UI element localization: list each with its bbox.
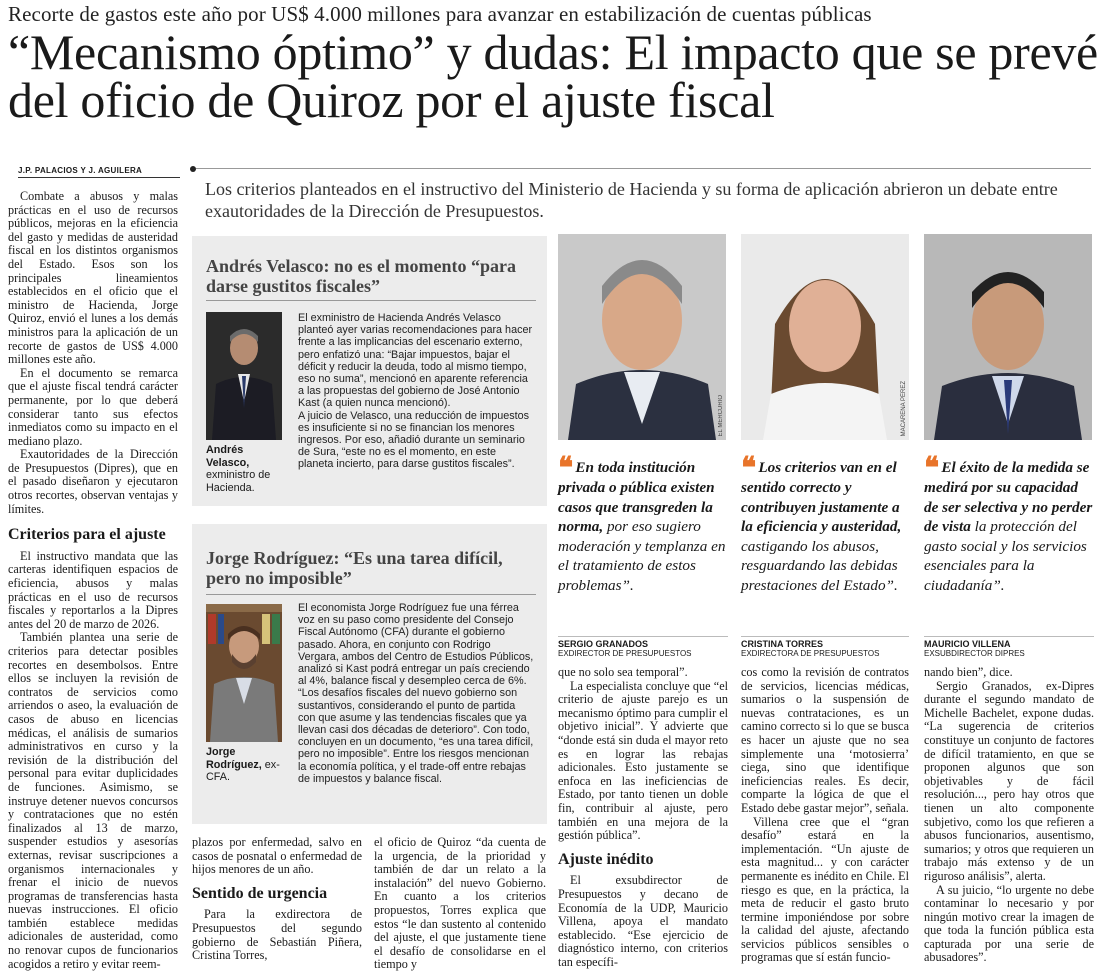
paragraph: También plantea una serie de criterios para detectar posibles recortes en desembolsos. Entre ellos se incluyen la revisión de contratos de servicios como arriendos o aseo, la evaluación de casos de abuso en licencias médicas, el análisis de sumarios administrativos en curso y la revisión de la distribución del personal para evitar duplicidades de funciones. Asimismo, se instruye detener nuevos concursos y contrataciones que no estén finalizados al 13 de marzo, suspender estudios y asesorías externas, revisar suscripciones a organismos internacionales y frenar el inicio de nuevos programas de transferencias hasta nuevas instrucciones. El oficio también establece medidas adicionales de austeridad, como no renovar cupos de funcionarios acogidos a retiro y evitar reem- <box>8 630 178 971</box>
attribution-name: CRISTINA TORRES <box>741 639 824 649</box>
paragraph: El economista Jorge Rodríguez fue una férrea voz en su paso como presidente del Consejo Fiscal Autónomo (CFA) durante el gobierno pasado. Ahora, en conjunto con Rodrigo Vergara, ambos del Centro de Estudios Públicos, analizó si Kast podrá entregar un país creciendo al 4%, balance fiscal y desempleo cerca de 6%. “Los desafíos fiscales del nuevo gobierno son sustantivos, considerando el punto de partida con que asume y las tendencias fiscales que ya llevan casi dos décadas de deterioro”. Con todo, concluyen en un documento, “es una tarea difícil, pero no imposible”. Entre los riesgos mencionan la economía política, y el trade-off entre rebajas de impuestos y balance fiscal. <box>298 602 534 785</box>
quote-text: por eso sugiero moderación y templanza en el tratamiento de estos problemas”. <box>558 518 726 594</box>
body-column-3 <box>924 666 1094 965</box>
subhead: Criterios para el ajuste <box>8 526 166 544</box>
box-rule <box>206 300 536 301</box>
pull-quote-villena <box>924 452 1094 595</box>
caption-role: ex-CFA. <box>206 758 280 783</box>
quote-bold: El éxito de la medida se medirá por su capacidad de ser selectiva y no perder de vista <box>924 459 1093 535</box>
byline: J.P. PALACIOS Y J. AGUILERA <box>18 166 143 175</box>
portrait-image <box>206 604 282 742</box>
kicker: Recorte de gastos este año por US$ 4.000 millones para avanzar en estabilización de cuentas públicas <box>8 2 872 26</box>
photo-sergio-granados <box>558 234 726 440</box>
caption-name: Andrés Velasco, <box>206 444 250 469</box>
box-body <box>298 602 534 785</box>
photo-credit: EL MERCURIO <box>718 394 724 436</box>
deck: Los criterios planteados en el instructivo del Ministerio de Hacienda y su forma de aplicación abrieron un debate entre exautoridades de la Dirección de Presupuestos. <box>205 179 1058 221</box>
quote-mark-icon: ❛❛ <box>924 452 936 485</box>
box-rule <box>206 594 536 595</box>
paragraph: Villena cree que el “gran desafío” estará en la implementación. “Un ajuste de esta magnitud... y con carácter permanente es inédito en Chile. El riesgo es que, en la práctica, la meta de reducir el gasto bruto termine imponiéndose por sobre la calidad del ajuste, afectando servicios públicos sensibles o programas que sí están funcio- <box>741 814 909 965</box>
paragraph: La especialista concluye que “el criterio de ajuste parejo es un mecanismo óptimo para cumplir el objetivo inicial”. Y advierte que “donde está sin duda el mayor reto es en lograr las rebajas adicionales. Esto justamente se enfoca en las ineficiencias de Estado, por tanto tienen un doble fin, contribuir al ajuste, pero también en una mejora de la gestión pública”. <box>558 678 728 843</box>
sidebar-box-rodriguez <box>192 524 547 824</box>
paragraph: A juicio de Velasco, una reducción de impuestos es insuficiente si no se financian los menores ingresos. Por eso, añadió durante un seminario de Sura, “este no es el momento, en este planeta incierto, para darse gustitos fiscales”. <box>298 409 530 471</box>
attribution-role: EXSUBDIRECTOR DIPRES <box>924 649 1025 658</box>
paragraph: El exministro de Hacienda Andrés Velasco planteó ayer varias recomendaciones para hacer frente a las implicancias del escenario externo, pero enfatizó una: “Bajar impuestos, bajar el déficit y reducir la deuda, todo al mismo tiempo, eso no suma”, mencionó en aparente referencia a las propuestas del gobierno de José Antonio Kast (a quien nunca mencionó). <box>298 312 533 410</box>
quote-attribution <box>741 636 909 659</box>
attribution-role: EXDIRECTOR DE PRESUPUESTOS <box>558 649 692 658</box>
caption-name: Jorge Rodríguez, <box>206 746 262 771</box>
photo-caption <box>206 444 286 494</box>
quote-text: castigando los abusos, resguardando las debidas prestaciones del Estado”. <box>741 537 898 594</box>
bullet-dot <box>190 166 196 172</box>
left-column <box>8 190 178 971</box>
box-title: Andrés Velasco: no es el momento “para darse gustitos fiscales” <box>206 256 516 296</box>
body-column-1 <box>558 666 728 969</box>
portrait-image <box>741 234 909 440</box>
photo-caption <box>206 746 286 784</box>
paragraph: El instructivo mandata que las carteras identifiquen espacios de eficiencia, abusos y malas prácticas en el uso de recursos fiscales y reportarlos a la Dipres antes del 20 de marzo de 2026. <box>8 548 178 631</box>
quote-attribution <box>924 636 1094 659</box>
paragraph: nando bien”, dice. <box>924 665 1013 679</box>
paragraph: En el documento se remarca que el ajuste fiscal tendrá carácter permanente, por lo que deberá considerar tanto sus efectos inmediatos como su impacto en el mediano plazo. <box>8 365 178 448</box>
portrait-image <box>558 234 726 440</box>
paragraph: Para la exdirectora de Presupuestos del segundo gobierno de Sebastián Piñera, Cristina Torres, <box>192 907 362 963</box>
photo-credit: MACARENA PÉREZ <box>901 380 907 436</box>
sidebar-box-velasco <box>192 236 547 506</box>
quote-bold: Los criterios van en el sentido correcto y contribuyen justamente a la eficiencia y austeridad, <box>741 459 902 535</box>
paragraph: Combate a abusos y malas prácticas en el uso de recursos públicos, mejoras en la eficiencia del gasto y medidas de austeridad fiscal en los distintos organismos del Estado. Esos son los principales lineamientos establecidos en el oficio que el ministro de Hacienda, Jorge Quiroz, envió el lunes a los demás ministros para la aplicación de un recorte de gastos de US$ 4.000 millones este año. <box>8 189 178 367</box>
middle-column-a <box>192 836 362 963</box>
body-column-2 <box>741 666 909 965</box>
photo-mauricio-villena <box>924 234 1092 440</box>
subhead: Sentido de urgencia <box>192 884 328 902</box>
quote-text: la protección del gasto social y los servicios esenciales para la ciudadanía”. <box>924 518 1087 594</box>
photo-andres-velasco <box>206 312 282 440</box>
paragraph: El exsubdirector de Presupuestos y decano de Economía de la UDP, Mauricio Villena, apoya el mandato establecido. “Ese ejercicio de diagnóstico interno, con criterios tan específi- <box>558 873 728 969</box>
byline-rule <box>18 177 180 178</box>
attribution-name: MAURICIO VILLENA <box>924 639 1011 649</box>
photo-cristina-torres <box>741 234 909 440</box>
quote-mark-icon: ❛❛ <box>558 452 570 485</box>
paragraph: plazos por enfermedad, salvo en casos de posnatal o enfermedad de hijos menores de un año. <box>192 835 362 877</box>
caption-role: exministro de Hacienda. <box>206 469 271 494</box>
quote-bold: En toda institución privada o pública existen casos que transgreden la norma, <box>558 459 715 535</box>
box-body <box>298 312 534 471</box>
attribution-role: EXDIRECTORA DE PRESUPUESTOS <box>741 649 880 658</box>
attribution-name: SERGIO GRANADOS <box>558 639 649 649</box>
paragraph: cos como la revisión de contratos de servicios, licencias médicas, sumarios o la suspensión de nuevas contrataciones, es un camino correcto si lo que se busca es hacer un ajuste que no sea simplemente una ‘motosierra’ ciega, sino que identifique ineficiencias reales. Es decir, comparte la lógica de que el Estado debe gastar mejor”, señala. <box>741 665 909 815</box>
middle-column-b <box>374 836 546 972</box>
quote-attribution <box>558 636 728 659</box>
headline: “Mecanismo óptimo” y dudas: El impacto que se prevé del oficio de Quiroz por el ajuste fiscal <box>8 24 1098 128</box>
paragraph: Exautoridades de la Dirección de Presupuestos (Dipres), que en el pasado diseñaron y ejecutaron otros recortes, observan ventajas y límites. <box>8 447 178 516</box>
box-title: Jorge Rodríguez: “Es una tarea difícil, pero no imposible” <box>206 548 503 588</box>
pull-quote-granados <box>558 452 728 595</box>
portrait-image <box>924 234 1092 440</box>
paragraph: el oficio de Quiroz “da cuenta de la urgencia, de la prioridad y también de dar un relato a la instalación” del nuevo Gobierno. En cuanto a los criterios propuestos, Torres explica que estos “le dan sustento al contenido del ajuste, el que justamente tiene el desafío de consolidarse en el tiempo y <box>374 835 546 972</box>
portrait-image <box>206 312 282 440</box>
photo-jorge-rodriguez <box>206 604 282 742</box>
subhead: Ajuste inédito <box>558 850 654 868</box>
deck-rule <box>196 168 1091 169</box>
paragraph: que no solo sea temporal”. <box>558 665 688 679</box>
paragraph: A su juicio, “lo urgente no debe contaminar lo necesario y por ningún motivo crear la imagen de que toda la función pública esta capturada por una serie de abusadores”. <box>924 882 1094 965</box>
paragraph: Sergio Granados, ex-Dipres durante el segundo mandato de Michelle Bachelet, expone dudas. “La sugerencia de criterios constituye un conjunto de factores de difícil tratamiento, en que se proponen algunos que son objetivables y de fácil resolución..., pero hay otros que tienen un alto componente subjetivo, como los que refieren a abusos funcionarios, ausentismo, sumarios; y otros que requieren un trabajo más extenso y de un riguroso análisis”, alerta. <box>924 678 1094 883</box>
quote-mark-icon: ❛❛ <box>741 452 753 485</box>
pull-quote-torres <box>741 452 909 595</box>
